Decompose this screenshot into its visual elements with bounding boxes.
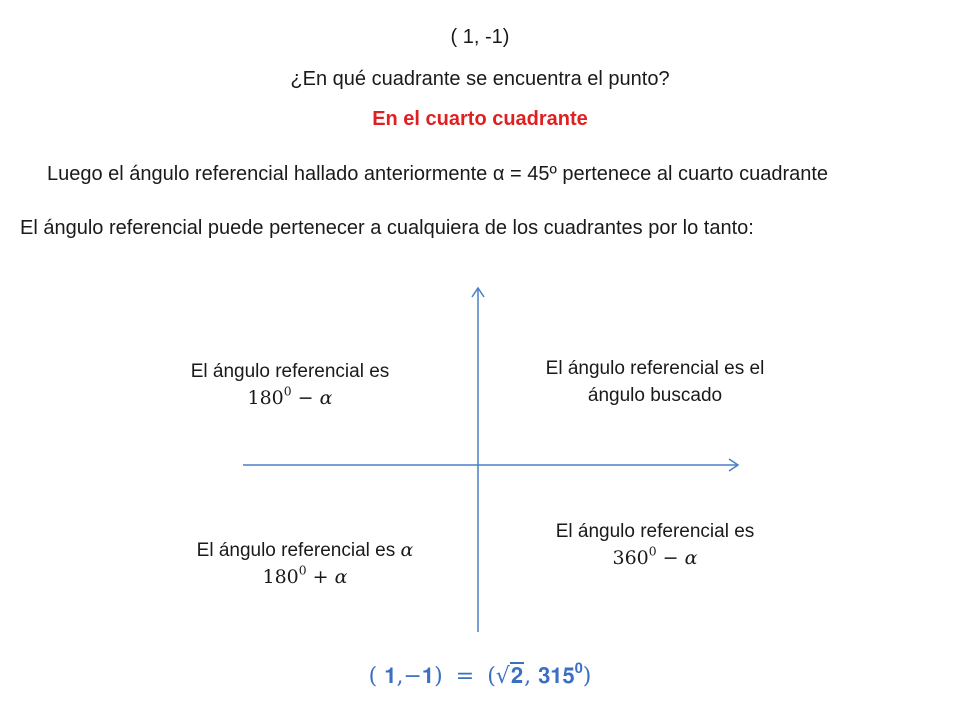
q3-label-var: α (400, 539, 414, 561)
q4-sup: 0 (648, 544, 657, 559)
q3-text: El ángulo referencial es (196, 540, 396, 561)
result-x: 𝟏 (384, 664, 397, 689)
sqrt-radicand: 𝟐 (510, 664, 524, 689)
result-open-paren: ( (368, 664, 378, 689)
polar-conversion-result (0, 661, 960, 689)
quadrant-1-line2: ángulo buscado (587, 385, 723, 406)
quadrant-4-text: El ángulo referencial es (555, 521, 755, 542)
q3-var: α (334, 566, 348, 588)
quadrant-question: ¿En qué cuadrante se encuentra el punto? (290, 68, 670, 90)
q3-sup: 0 (298, 563, 307, 578)
point-coordinates: ( 1, -1) (450, 26, 510, 48)
quadrant-1-label (510, 355, 800, 409)
result-y: −𝟏 (403, 664, 435, 689)
q2-var: α (319, 387, 333, 409)
q3-op: + (312, 566, 329, 588)
reference-angle-statement: Luego el ángulo referencial hallado anteriormente α = 45º pertenece al cuarto cuadrante (47, 163, 829, 185)
q2-base: 180 (247, 387, 284, 409)
result-comma: , (396, 664, 404, 689)
quadrant-4-label (510, 518, 800, 572)
result-close-paren-2: ) (582, 664, 592, 689)
result-close-paren: ) (434, 664, 443, 689)
sqrt-expression (496, 664, 524, 689)
quadrants-intro: El ángulo referencial puede pertenecer a cualquiera de los cuadrantes por lo tanto: (20, 217, 754, 239)
quadrant-3-label (150, 537, 460, 591)
quadrant-2-label (160, 358, 420, 412)
q4-var: α (684, 547, 698, 569)
quadrant-1-line1: El ángulo referencial es el (545, 358, 765, 379)
result-equals: = (455, 664, 475, 689)
result-angle-sup: 𝟎 (574, 661, 583, 677)
quadrant-3-formula (150, 564, 460, 591)
q2-sup: 0 (283, 384, 292, 399)
sqrt-symbol: √ (495, 664, 510, 689)
quadrant-2-text: El ángulo referencial es (190, 361, 390, 382)
result-angle: 𝟑𝟏𝟓 (538, 664, 575, 689)
result-comma-2: , (524, 664, 532, 689)
quadrant-2-formula (160, 385, 420, 412)
q2-op: − (297, 387, 314, 409)
quadrant-answer: En el cuarto cuadrante (372, 108, 588, 130)
quadrant-4-formula (510, 545, 800, 572)
q4-base: 360 (612, 547, 649, 569)
quadrant-3-text (150, 537, 460, 564)
q3-base: 180 (262, 566, 299, 588)
result-open-paren-2: ( (487, 664, 496, 689)
q4-op: − (662, 547, 679, 569)
